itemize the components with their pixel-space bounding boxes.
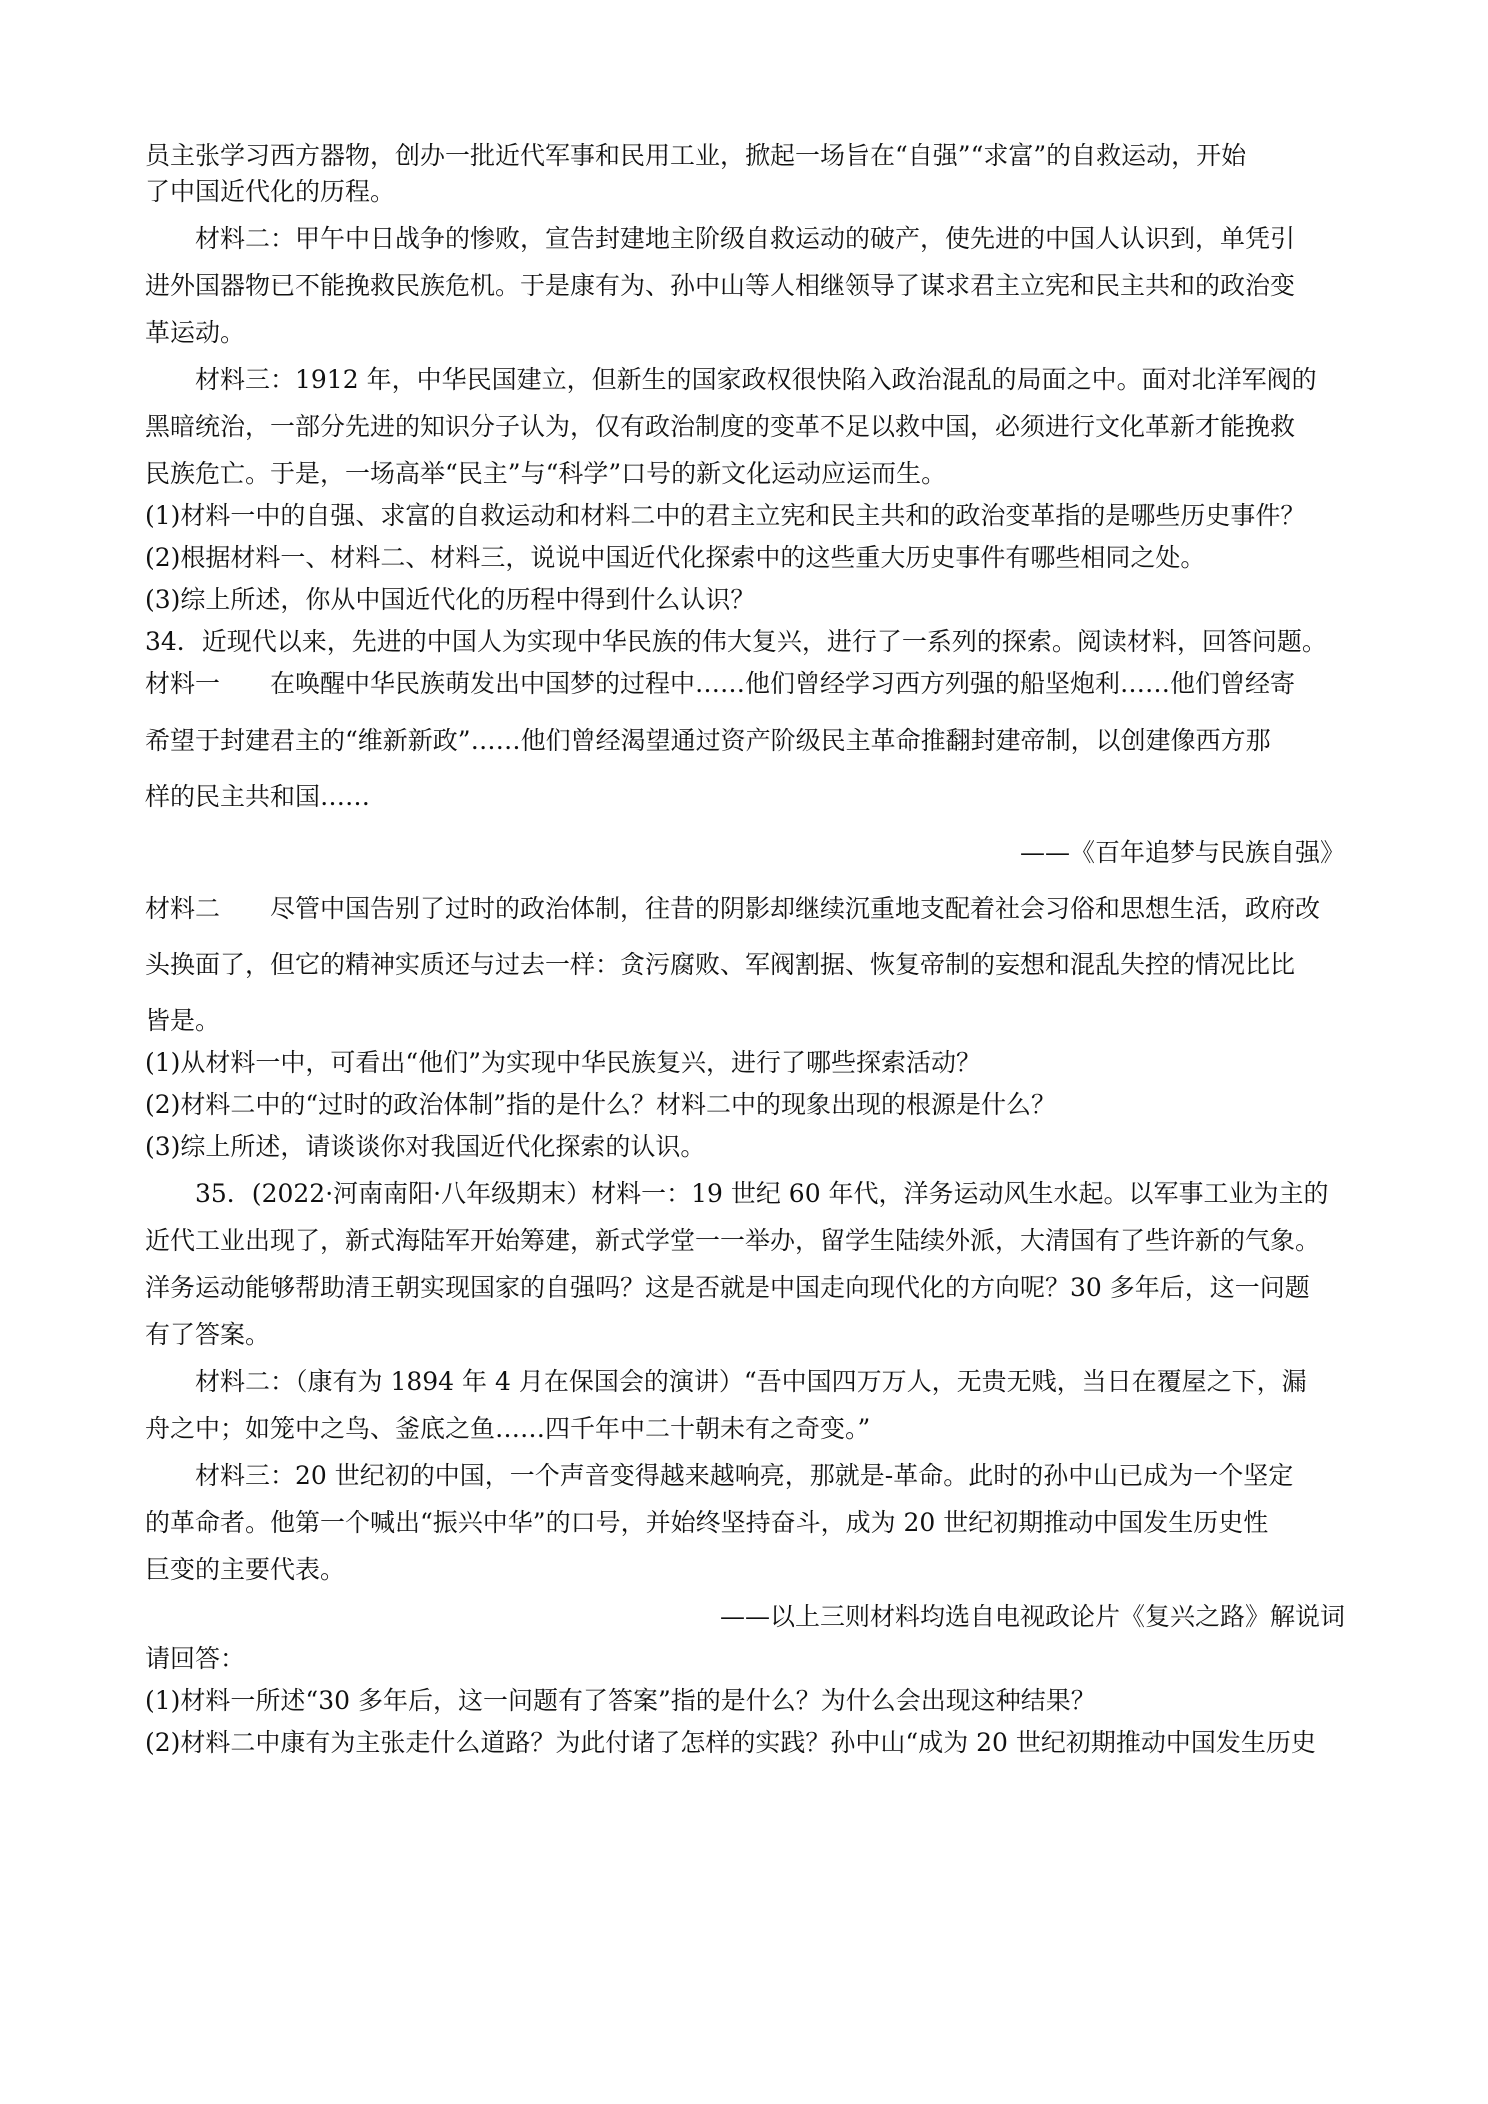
text-line: 材料二：甲午中日战争的惨败，宣告封建地主阶级自救运动的破产，使先进的中国人认识到，单凭引 xyxy=(195,224,1296,253)
text-line: (1)从材料一中，可看出“他们”为实现中华民族复兴，进行了哪些探索活动？ xyxy=(145,1048,981,1077)
text-line: 黑暗统治，一部分先进的知识分子认为，仅有政治制度的变革不足以救中国，必须进行文化革新才能挽救 xyxy=(145,412,1296,441)
text-line: 巨变的主要代表。 xyxy=(145,1555,346,1584)
text-line: 材料一 在唤醒中华民族萌发出中国梦的过程中……他们曾经学习西方列强的船坚炮利……他们曾经寄 xyxy=(145,669,1296,698)
text-line: 35．(2022·河南南阳·八年级期末）材料一：19 世纪 60 年代，洋务运动风生水起。以军事工业为主的 xyxy=(195,1179,1329,1208)
text-line: (3)综上所述，你从中国近代化的历程中得到什么认识？ xyxy=(145,585,756,614)
text-line: 皆是。 xyxy=(145,1006,221,1035)
text-line: (1)材料一中的自强、求富的自救运动和材料二中的君主立宪和民主共和的政治变革指的是哪些历史事件？ xyxy=(145,501,1306,530)
text-line: 进外国器物已不能挽救民族危机。于是康有为、孙中山等人相继领导了谋求君主立宪和民主共和的政治变 xyxy=(145,271,1296,300)
text-line: 革运动。 xyxy=(145,318,246,347)
source-citation: ——《百年追梦与民族自强》 xyxy=(1019,838,1345,867)
text-line: 的革命者。他第一个喊出“振兴中华”的口号，并始终坚持奋斗，成为 20 世纪初期推动中国发生历史性 xyxy=(145,1508,1269,1537)
text-line: 头换面了，但它的精神实质还与过去一样：贪污腐败、军阀割据、恢复帝制的妄想和混乱失控的情况比比 xyxy=(145,950,1296,979)
text-line: (3)综上所述，请谈谈你对我国近代化探索的认识。 xyxy=(145,1132,706,1161)
text-line: (2)材料二中康有为主张走什么道路？为此付诸了怎样的实践？孙中山“成为 20 世纪初期推动中国发生历史 xyxy=(145,1728,1316,1757)
text-line: (2)根据材料一、材料二、材料三，说说中国近代化探索中的这些重大历史事件有哪些相同之处。 xyxy=(145,543,1206,572)
text-line: 舟之中；如笼中之鸟、釜底之鱼……四千年中二十朝未有之奇变。” xyxy=(145,1414,871,1443)
text-line: 洋务运动能够帮助清王朝实现国家的自强吗？这是否就是中国走向现代化的方向呢？30 多年后，这一问题 xyxy=(145,1273,1310,1302)
text-line: 样的民主共和国…… xyxy=(145,782,371,811)
text-line: 民族危亡。于是，一场高举“民主”与“科学”口号的新文化运动应运而生。 xyxy=(145,459,947,488)
text-line: 材料三：20 世纪初的中国，一个声音变得越来越响亮，那就是-革命。此时的孙中山已成为一个坚定 xyxy=(195,1461,1294,1490)
text-line: 材料二：（康有为 1894 年 4 月在保国会的演讲）“吾中国四万万人，无贵无贱，当日在覆屋之下，漏 xyxy=(195,1367,1307,1396)
text-line: 希望于封建君主的“维新新政”……他们曾经渴望通过资产阶级民主革命推翻封建帝制，以创建像西方那 xyxy=(145,726,1271,755)
text-line: (2)材料二中的“过时的政治体制”指的是什么？材料二中的现象出现的根源是什么？ xyxy=(145,1090,1056,1119)
text-line: 员主张学习西方器物，创办一批近代军事和民用工业，掀起一场旨在“自强”“求富”的自救运动，开始 xyxy=(145,141,1247,170)
text-line: (1)材料一所述“30 多年后，这一问题有了答案”指的是什么？为什么会出现这种结果？ xyxy=(145,1686,1096,1715)
text-line: 材料三：1912 年，中华民国建立，但新生的国家政权很快陷入政治混乱的局面之中。面对北洋军阀的 xyxy=(195,365,1317,394)
text-line: 近代工业出现了，新式海陆军开始筹建，新式学堂一一举办，留学生陆续外派，大清国有了些许新的气象。 xyxy=(145,1226,1321,1255)
text-line: 请回答： xyxy=(145,1644,246,1673)
document-page xyxy=(145,138,1345,1761)
text-line: 了中国近代化的历程。 xyxy=(145,177,396,206)
text-line: 材料二 尽管中国告别了过时的政治体制，往昔的阴影却继续沉重地支配着社会习俗和思想生活，政府改 xyxy=(145,894,1321,923)
source-citation: ——以上三则材料均选自电视政论片《复兴之路》解说词 xyxy=(719,1602,1345,1631)
text-line: 34．近现代以来，先进的中国人为实现中华民族的伟大复兴，进行了一系列的探索。阅读材料，回答问题。 xyxy=(145,627,1327,656)
text-line: 有了答案。 xyxy=(145,1320,271,1349)
